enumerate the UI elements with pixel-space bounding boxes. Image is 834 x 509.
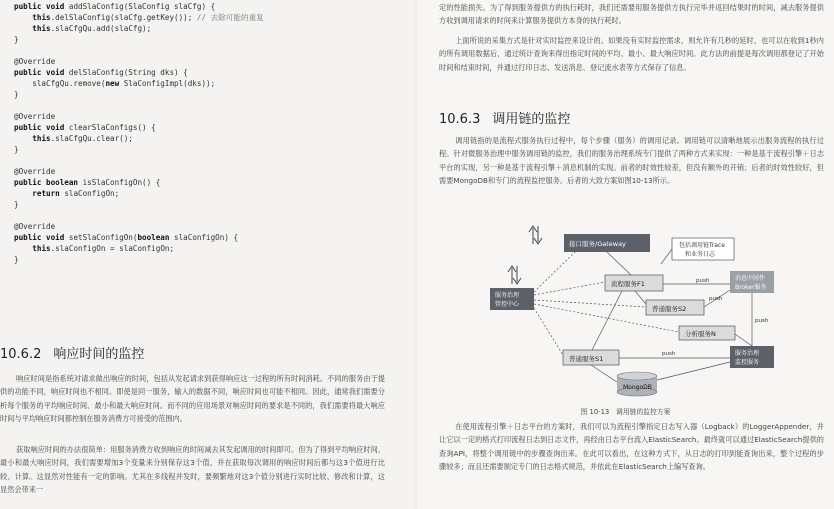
code-token: isSlaConfigOn() { <box>82 178 161 187</box>
paragraph-text: 上面所说的采集方式是针对实时监控来设计的。如果没有实时监控需求，则允许有几秒的延时，也可以在收到1秒内的所有调用数据后，通过统计查询来得出指定时间的平均、最小、最大响应时间。此方法的前提是每次调用都登记了开始时间和结束时间，并通过打印日志、发送消息、登记流水表等方式保存了信息。 <box>439 36 824 72</box>
paragraph-logback-solution <box>439 420 824 474</box>
paragraph-text: 在使用流程引擎＋日志平台的方案时，我们可以为流程引擎指定日志写入器（Logback）的LoggerAppender，并让它以一定的格式打印流程日志到日志文件，再经由日志平台流入ElasticSearch。最终就可以通过ElasticSearch提供的查询API，将整个调用链中的步骤查询出来。在此可以看出，在这种方式下，从日志的打印到能查询出来，整个过程的步骤较多；而且还需要制定专门的日志格式规范，并依此在ElasticSearch上编写查询。 <box>439 422 824 472</box>
code-token: this <box>32 244 51 253</box>
code-token: public void <box>14 123 69 132</box>
code-token <box>14 189 32 198</box>
code-token: .slaCfgQu.clear(); <box>50 134 133 143</box>
section-title: 调用链的监控 <box>492 112 571 127</box>
code-token: @Override <box>14 222 56 231</box>
broker-line2: Broker服务 <box>735 284 767 291</box>
code-line <box>14 232 264 243</box>
code-token: slaCfgQu.remove( <box>14 79 106 88</box>
code-line <box>14 177 264 188</box>
code-token: return <box>32 189 65 198</box>
code-token: } <box>14 90 19 99</box>
paragraph-response-time-method <box>0 443 385 497</box>
paragraph-exec-time <box>439 1 824 28</box>
code-line <box>14 78 264 89</box>
paragraph-text: 定的性能损失。为了得到服务提供方的执行耗时，我们还需要用服务提供方执行完毕并返回结果时的时间，减去服务提供方收到调用请求的时间来计算服务提供方本身的执行耗时。 <box>439 3 824 26</box>
code-line <box>14 56 264 67</box>
governance-line2: 管控中心 <box>495 301 520 308</box>
paragraph-text: 获取响应时间的办法很简单：用服务消费方收到响应的时间减去其发起调用的时间即可。但为了得到平均响应时间、最小和最大响应时间，我们需要增加3个变量来分别保存这3个值，并在获取每次调用的响应时间后都与这3个值进行比较、计算。这显然对性能有一定的影响。尤其在多线程并发时，要频繁地对这3个值分别进行实时比较、修改和计算，这显然会带来一 <box>0 445 385 495</box>
code-token: public void <box>14 233 69 242</box>
svc-f1-label: 流程服务F1 <box>611 280 645 288</box>
code-token: @Override <box>14 57 56 66</box>
code-token: this <box>32 24 51 33</box>
code-line <box>14 1 264 12</box>
code-token: } <box>14 255 19 264</box>
code-line <box>14 34 264 45</box>
gateway-up-down-icon <box>529 226 542 244</box>
code-line <box>14 89 264 100</box>
left-page <box>0 0 415 509</box>
code-line <box>14 199 264 210</box>
code-token: } <box>14 200 19 209</box>
code-token: setSlaConfigOn( <box>68 233 138 242</box>
code-token: delSlaConfig(String dks) { <box>68 68 188 77</box>
code-token: boolean <box>137 233 175 242</box>
paragraph-text: 响应时间是指系统对请求做出响应的时间，包括从发起请求到获得响应这一过程的所有时间消耗。不同的服务由于提供的功能不同，响应时间也不相同。即使是同一服务，输入的数据不同，响应时间也可能不相同。因此，通常我们需要分析每个服务的平均响应时间、最小和最大响应时间。而不同的应用场景对响应时间的要求是不同的，我们需要将最大响应时间与平均响应时间都控制在服务消费方可接受的范围内。 <box>0 374 385 424</box>
code-line <box>14 243 264 254</box>
code-token <box>14 244 32 253</box>
code-line <box>14 23 264 34</box>
code-line <box>14 221 264 232</box>
code-token: @Override <box>14 112 56 121</box>
code-line <box>14 188 264 199</box>
code-token: public void <box>14 68 69 77</box>
governance-up-down-icon <box>508 266 521 284</box>
code-token: new <box>105 79 124 88</box>
code-token: .delSlaConfig(slaCfg.getKey()); <box>50 13 197 22</box>
section-title: 响应时间的监控 <box>53 347 145 362</box>
note-line1: 包括调用链Trace <box>679 242 725 249</box>
code-line <box>14 122 264 133</box>
code-token: SlaConfigImpl(dks)); <box>123 79 216 88</box>
code-token: @Override <box>14 167 56 176</box>
paragraph-collection-method <box>439 34 824 74</box>
code-token: } <box>14 35 19 44</box>
code-token: .slaCfgQu.add(slaCfg); <box>50 24 152 33</box>
right-page <box>417 0 834 509</box>
code-token: } <box>14 145 19 154</box>
broker-line1: 消息中间件 <box>735 275 766 282</box>
gateway-label: 接口服务/Gateway <box>569 240 626 248</box>
code-token: slaConfigOn) { <box>174 233 239 242</box>
code-line <box>14 111 264 122</box>
call-chain-diagram <box>417 200 834 400</box>
code-token: slaConfigOn; <box>64 189 120 198</box>
code-token: this <box>32 13 51 22</box>
mongodb-label: MongoDB <box>623 384 652 391</box>
paragraph-response-time-intro <box>0 372 385 426</box>
paragraph-call-chain <box>439 134 824 188</box>
code-line <box>14 12 264 23</box>
code-line <box>14 67 264 78</box>
code-block <box>14 1 264 265</box>
code-line <box>14 100 264 111</box>
code-token: public void <box>14 2 69 11</box>
monitor-line2: 监控服务 <box>735 359 760 366</box>
code-line <box>14 166 264 177</box>
section-heading-10-6-2 <box>0 343 144 362</box>
code-line <box>14 144 264 155</box>
code-line <box>14 155 264 166</box>
code-token <box>14 134 32 143</box>
code-line <box>14 254 264 265</box>
code-token: .slaConfigOn = slaConfigOn; <box>50 244 175 253</box>
push-label-1: push <box>696 278 710 284</box>
code-line <box>14 133 264 144</box>
section-number: 10.6.2 <box>0 347 42 362</box>
code-token: addSlaConfig(SlaConfig slaCfg) { <box>68 2 216 11</box>
push-label-2: push <box>709 296 723 302</box>
paragraph-text: 调用链指的是流程式服务执行过程中，每个步骤（服务）的调用记录。调用链可以清晰地展示出服务流程的执行过程。针对微服务治理中服务调用链的监控，我们的服务治理系统专门提供了两种方式来实现：一种是基于流程引擎＋日志平台的实现，另一种是基于流程引擎＋消息机制的实现。前者的时效性较差，但没有额外的开销；后者的时效性较好，但需要MongoDB和专门的流程监控服务。后者的大致方案如图10-13所示。 <box>439 136 824 186</box>
section-number: 10.6.3 <box>439 112 481 127</box>
svc-s2-label: 普通服务S2 <box>652 305 687 313</box>
code-token <box>14 24 32 33</box>
code-line <box>14 210 264 221</box>
governance-line1: 服务治理 <box>495 292 520 299</box>
figure-caption: 图 10-13 调用链的监控方案 <box>580 408 671 416</box>
push-label-3: push <box>755 318 769 324</box>
code-token: public boolean <box>14 178 83 187</box>
push-label-4: push <box>662 351 676 357</box>
code-token <box>14 13 32 22</box>
note-line2: 和业务日志 <box>685 251 716 258</box>
monitor-line1: 服务治理 <box>735 350 760 357</box>
svc-n-label: 分析服务N <box>685 330 716 338</box>
code-token: clearSlaConfigs() { <box>68 123 156 132</box>
code-token: // 去除可能的重复 <box>196 13 264 22</box>
section-heading-10-6-3 <box>439 108 570 127</box>
svc-s1-label: 普通服务S1 <box>569 355 604 363</box>
code-token: this <box>32 134 51 143</box>
code-line <box>14 45 264 56</box>
